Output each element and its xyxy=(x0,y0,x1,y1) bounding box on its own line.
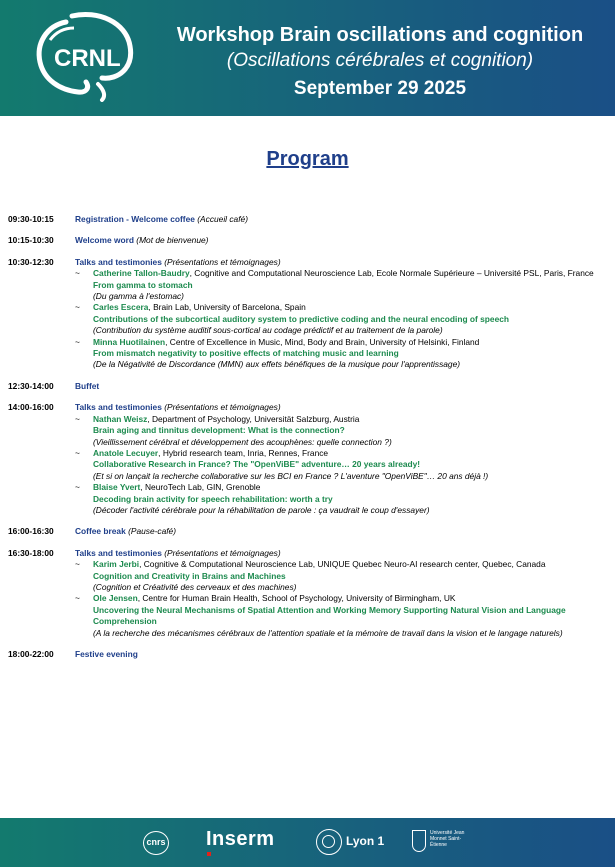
talk-body xyxy=(93,414,608,448)
talk-body xyxy=(93,593,608,639)
talk-body xyxy=(93,448,608,482)
speaker-name: Blaise Yvert xyxy=(93,482,141,493)
slot-time: 12:30-14:00 xyxy=(8,380,54,391)
talk-body xyxy=(93,302,608,336)
slot-body xyxy=(75,235,608,246)
bullet-tilde: ~ xyxy=(75,447,80,458)
schedule-slot xyxy=(8,548,608,639)
slot-time: 16:30-18:00 xyxy=(8,547,54,558)
schedule-slot xyxy=(8,381,608,392)
talk-body xyxy=(93,268,608,302)
speaker-name: Nathan Weisz xyxy=(93,413,148,424)
slot-body xyxy=(75,381,608,392)
slot-title-french: (Accueil café) xyxy=(197,214,248,224)
speaker-affiliation: , Hybrid research team, Inria, Rennes, France xyxy=(158,447,329,458)
talk-title: Contributions of the subcortical auditory system to predictive coding and the neural encoding of speech xyxy=(93,313,510,324)
speaker-affiliation: , Brain Lab, University of Barcelona, Spain xyxy=(148,302,306,313)
slot-title xyxy=(75,214,608,225)
speaker-name: Minna Huotilainen xyxy=(93,336,166,347)
slot-body xyxy=(75,402,608,516)
speaker-name: Karim Jerbi xyxy=(93,559,140,570)
slot-title-french: (Pause-café) xyxy=(128,526,177,537)
talk-title-french: (Décoder l'activité cérébrale pour la réhabilitation de parole : ça vaudrait le coup d'essayer) xyxy=(93,504,430,515)
lyon1-logo: Lyon 1 xyxy=(346,834,385,848)
speaker-affiliation: , Department of Psychology, Universität Salzburg, Austria xyxy=(147,413,360,424)
slot-title-french: (Présentations et témoignages) xyxy=(164,402,281,413)
slot-title-text: Registration - Welcome coffee xyxy=(75,214,195,224)
workshop-date: September 29 2025 xyxy=(293,78,467,99)
talk-title: Uncovering the Neural Mechanisms of Spatial Attention and Working Memory Supporting Natural Vision and Language Comprehension xyxy=(93,604,566,627)
bullet-tilde: ~ xyxy=(75,268,80,279)
slot-time: 09:30-10:15 xyxy=(8,214,54,224)
slot-body xyxy=(75,649,608,660)
slot-title-text: Talks and testimonies xyxy=(75,402,162,413)
slot-title-french: (Présentations et témoignages) xyxy=(164,256,281,267)
talk-item xyxy=(75,302,608,336)
ujm-shield-icon xyxy=(412,830,426,852)
speaker-affiliation: , Cognitive and Computational Neuroscience Lab, Ecole Normale Supérieure – Université PSL, Paris, France xyxy=(189,268,594,279)
talk-speaker-line xyxy=(93,337,608,348)
speaker-affiliation: , Centre for Human Brain Health, School of Psychology, University of Birmingham, UK xyxy=(137,593,456,604)
bullet-tilde: ~ xyxy=(75,302,80,313)
talk-speaker-line xyxy=(93,559,608,570)
schedule-slot xyxy=(8,235,608,246)
talk-item xyxy=(75,337,608,371)
talk-item xyxy=(75,559,608,593)
bullet-tilde: ~ xyxy=(75,336,80,347)
talk-speaker-line xyxy=(93,448,608,459)
inserm-red-mark xyxy=(207,852,211,856)
slot-time: 10:15-10:30 xyxy=(8,235,54,246)
schedule-slot xyxy=(8,402,608,516)
schedule-slot xyxy=(8,526,608,537)
slot-body xyxy=(75,548,608,639)
workshop-title: Workshop Brain oscillations and cognition xyxy=(176,24,584,46)
bullet-tilde: ~ xyxy=(75,413,80,424)
schedule xyxy=(8,214,608,670)
speaker-name: Anatole Lecuyer xyxy=(93,447,159,458)
speaker-affiliation: , Centre of Excellence in Music, Mind, Body and Brain, University of Helsinki, Finland xyxy=(165,336,480,347)
slot-title xyxy=(75,381,608,392)
svg-text:CRNL: CRNL xyxy=(54,45,121,72)
bullet-tilde: ~ xyxy=(75,559,80,570)
ujm-logo: Université Jean Monnet Saint-Étienne xyxy=(430,830,465,848)
talk-speaker-line xyxy=(93,268,608,279)
slot-title-text: Festive evening xyxy=(75,649,138,659)
slot-body xyxy=(75,214,608,225)
talk-item xyxy=(75,593,608,639)
talk-title-french: (De la Négativité de Discordance (MMN) aux effets bénéfiques de la musique pour l'apprentissage) xyxy=(93,359,461,370)
talk-item xyxy=(75,268,608,302)
slot-title-text: Buffet xyxy=(75,380,100,391)
slot-title xyxy=(75,257,608,268)
talk-speaker-line xyxy=(93,414,608,425)
slot-title-text: Welcome word xyxy=(75,235,134,246)
talk-title: Brain aging and tinnitus development: What is the connection? xyxy=(93,425,345,436)
talk-title: Decoding brain activity for speech rehabilitation: worth a try xyxy=(93,493,333,504)
talk-title-french: (Du gamma à l'estomac) xyxy=(93,291,184,302)
footer-banner xyxy=(0,818,615,867)
schedule-slot xyxy=(8,214,608,225)
talk-title-french: (Et si on lançait la recherche collaborative sur les BCI en France ? L'aventure "OpenViBE"… 20 ans déjà !) xyxy=(93,470,489,481)
talk-speaker-line xyxy=(93,482,608,493)
program-title: Program xyxy=(266,148,349,170)
slot-time: 10:30-12:30 xyxy=(8,256,54,267)
bullet-tilde: ~ xyxy=(75,482,80,493)
slot-title-french: (Mot de bienvenue) xyxy=(136,235,209,246)
schedule-slot xyxy=(8,649,608,660)
schedule-slot xyxy=(8,257,608,371)
bullet-tilde: ~ xyxy=(75,593,80,604)
talk-title-french: (Cognition et Créativité des cerveaux et des machines) xyxy=(93,581,297,592)
talk-body xyxy=(93,337,608,371)
slot-title xyxy=(75,548,608,559)
inserm-logo: Inserm xyxy=(206,828,275,850)
talk-title: Cognition and Creativity in Brains and Machines xyxy=(93,570,286,581)
header-banner xyxy=(0,0,615,116)
talk-title-french: (Vieillissement cérébral et développement des acouphènes: quelle connection ?) xyxy=(93,436,392,447)
lyon1-emblem-inner xyxy=(322,835,335,848)
talk-title: From mismatch negativity to positive effects of matching music and learning xyxy=(93,348,399,359)
slot-title xyxy=(75,649,608,660)
crnl-logo xyxy=(28,10,138,102)
workshop-title-block xyxy=(150,22,610,104)
slot-time: 18:00-22:00 xyxy=(8,649,54,659)
talk-title-french: (A la recherche des mécanismes cérébraux de l'attention spatiale et la mémoire de travail dans la vision et le langage naturels) xyxy=(93,627,563,638)
speaker-affiliation: , Cognitive & Computational Neuroscience Lab, UNIQUE Quebec Neuro-AI research center, Quebec, Canada xyxy=(139,559,546,570)
speaker-name: Ole Jensen xyxy=(93,593,138,604)
talk-speaker-line xyxy=(93,593,608,604)
slot-title-french: (Présentations et témoignages) xyxy=(164,547,281,558)
talk-body xyxy=(93,559,608,593)
talk-title: From gamma to stomach xyxy=(93,279,193,290)
speaker-name: Carles Escera xyxy=(93,302,149,313)
talk-item xyxy=(75,448,608,482)
slot-title xyxy=(75,235,608,246)
slot-title xyxy=(75,402,608,413)
slot-time: 14:00-16:00 xyxy=(8,402,54,413)
talk-title: Collaborative Research in France? The "OpenViBE" adventure… 20 years already! xyxy=(93,459,421,470)
speaker-affiliation: , NeuroTech Lab, GIN, Grenoble xyxy=(140,482,261,493)
talk-body xyxy=(93,482,608,516)
talk-item xyxy=(75,414,608,448)
slot-title-text: Talks and testimonies xyxy=(75,547,162,558)
talk-item xyxy=(75,482,608,516)
slot-title-text: Coffee break xyxy=(75,526,126,537)
talk-speaker-line xyxy=(93,302,608,313)
slot-title-text: Talks and testimonies xyxy=(75,256,162,267)
speaker-name: Catherine Tallon-Baudry xyxy=(93,268,190,279)
slot-time: 16:00-16:30 xyxy=(8,526,54,537)
talk-title-french: (Contribution du système auditif sous-cortical au codage prédictif et au traitement de la parole) xyxy=(93,325,443,336)
cnrs-logo: cnrs xyxy=(143,831,169,855)
workshop-title-french: (Oscillations cérébrales et cognition) xyxy=(226,50,534,71)
lyon1-emblem xyxy=(316,829,342,855)
slot-title xyxy=(75,526,608,537)
slot-body xyxy=(75,526,608,537)
slot-body xyxy=(75,257,608,371)
